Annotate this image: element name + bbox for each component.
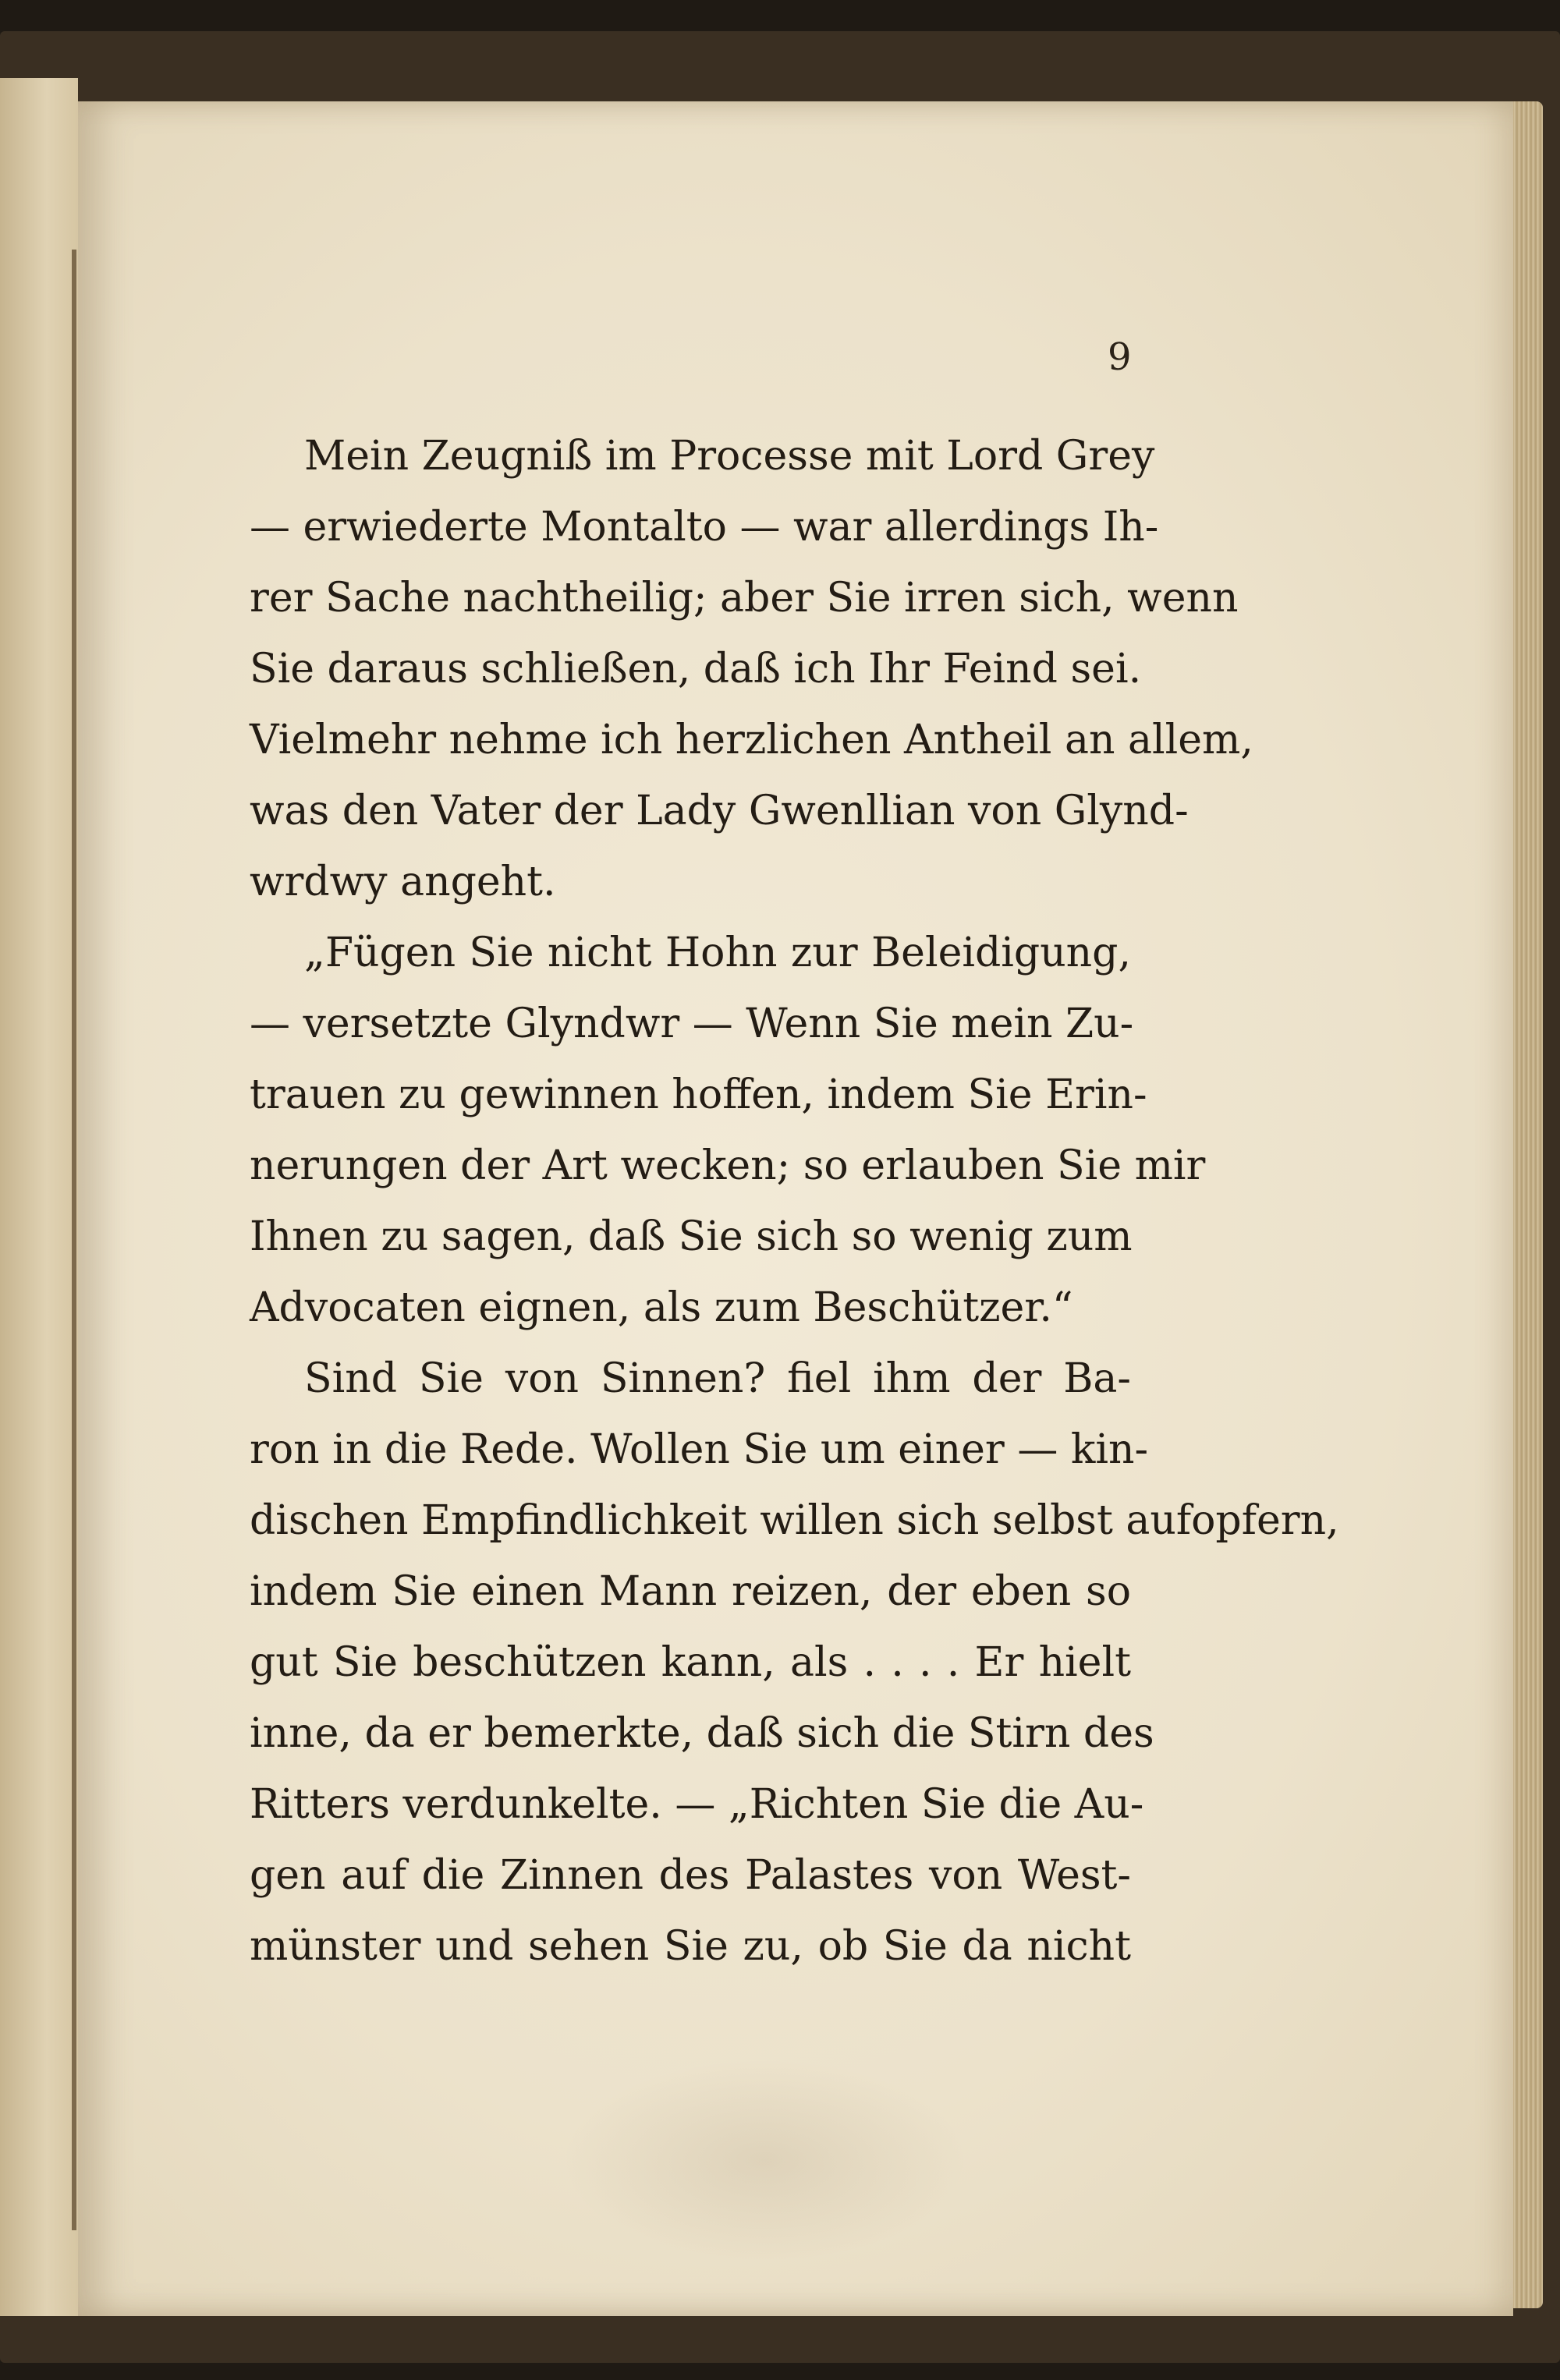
page-number: 9 [1108, 335, 1132, 379]
text-line: rer Sache nachtheilig; aber Sie irren sich, wenn [250, 575, 1239, 622]
text-line: Vielmehr nehme ich herzlichen Antheil an allem, [250, 717, 1253, 763]
text-line: Ihnen zu sagen, daß Sie sich so wenig zum [250, 1213, 1133, 1260]
text-line: indem Sie einen Mann reizen, der eben so [250, 1568, 1131, 1615]
text-line: trauen zu gewinnen hoffen, indem Sie Erin- [250, 1071, 1147, 1118]
body-text [250, 421, 1339, 1982]
text-line: gut Sie beschützen kann, als . . . . Er hielt [250, 1639, 1131, 1686]
text-line: Advocaten eignen, als zum Beschützer.“ [250, 1284, 1073, 1331]
book-spine [72, 250, 76, 2230]
text-line: Mein Zeugniß im Processe mit Lord Grey [304, 433, 1155, 480]
text-line: — versetzte Glyndwr — Wenn Sie mein Zu- [250, 1001, 1134, 1047]
text-line: Sie daraus schließen, daß ich Ihr Feind sei. [250, 646, 1142, 692]
text-line: münster und sehen Sie zu, ob Sie da nicht [250, 1923, 1131, 1970]
text-line: wrdwy angeht. [250, 859, 556, 905]
text-line: dischen Empfindlichkeit willen sich selbst aufopfern, [250, 1497, 1339, 1544]
text-line: „Fügen Sie nicht Hohn zur Beleidigung, [304, 930, 1131, 976]
text-line: — erwiederte Montalto — war allerdings Ih- [250, 504, 1159, 551]
text-line: ron in die Rede. Wollen Sie um einer — kin- [250, 1426, 1149, 1473]
text-line: inne, da er bemerkte, daß sich die Stirn des [250, 1710, 1154, 1757]
text-line: gen auf die Zinnen des Palastes von West- [250, 1852, 1131, 1899]
paper-stain [562, 2059, 967, 2261]
text-line: nerungen der Art wecken; so erlauben Sie mir [250, 1142, 1206, 1189]
text-line: was den Vater der Lady Gwenllian von Glynd- [250, 788, 1189, 834]
left-page-edge [0, 78, 78, 2316]
text-line: Ritters verdunkelte. — „Richten Sie die Au- [250, 1781, 1144, 1828]
text-line: Sind Sie von Sinnen? fiel ihm der Ba- [304, 1355, 1131, 1402]
